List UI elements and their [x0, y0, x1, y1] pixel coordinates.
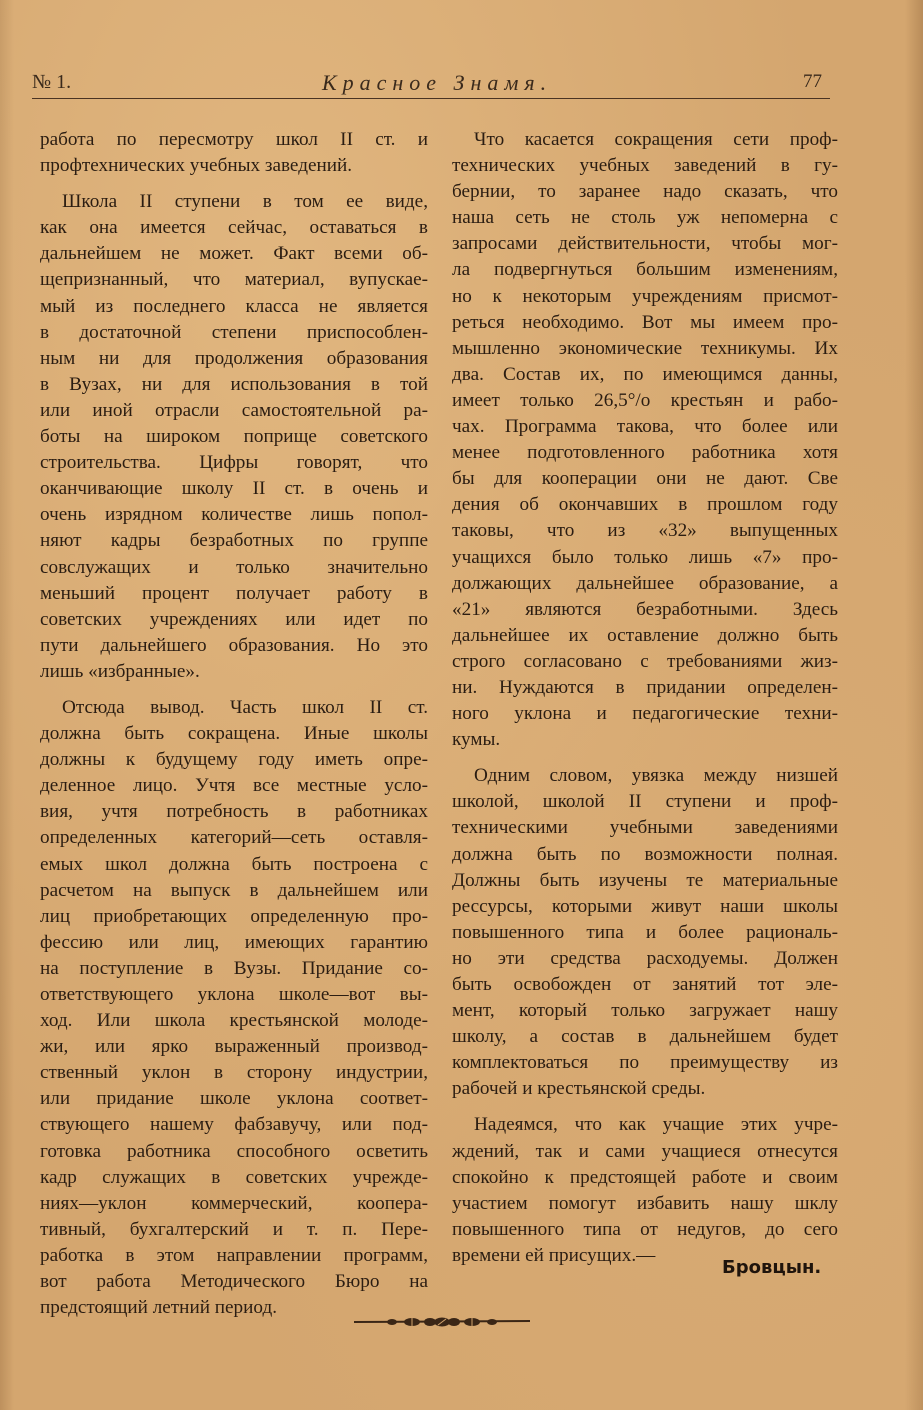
text-line: Что касается сокращения сети проф- [474, 129, 838, 150]
text-line: кадр служащих в советских учрежде- [40, 1166, 428, 1188]
text-line: ход. Или школа крестьянской молоде- [40, 1010, 428, 1032]
text-line: оканчивающие школу II ст. в очень и [40, 478, 428, 500]
text-line: два. Состав их, по имеющимся данны, [452, 363, 838, 385]
text-line: няют кадры безработных по группе [40, 530, 428, 552]
text-line: но к некоторым учреждениям присмот- [452, 285, 838, 307]
text-line: Школа II ступени в том ее виде, [62, 191, 428, 213]
text-line: таковы, что из «32» выпущенных [452, 520, 838, 542]
text-line: совслужащих и только значительно [40, 556, 428, 578]
text-line: мент, который только загружает нашу [452, 1000, 838, 1022]
text-line: менее подготовленного работника хотя [452, 442, 838, 464]
text-line: быть освобожден от занятий тот эле- [452, 974, 838, 995]
text-line: комплектоваться по преимуществу из [452, 1052, 838, 1074]
text-line: ствующего нашему фабзавучу, или под- [40, 1114, 428, 1136]
text-line: лишь «избранные». [40, 660, 200, 682]
text-line: боты на широком поприще советского [40, 426, 428, 448]
text-line: спокойно к предстоящей работе и своим [452, 1166, 838, 1188]
text-line: реться необходимо. Вот мы имеем про- [452, 311, 838, 333]
text-line: дальнейшее их оставление должно быть [452, 624, 838, 646]
text-line: бы для кооперации они не дают. Све [452, 468, 838, 490]
text-line: или иной отрасли самостоятельной ра- [40, 399, 428, 421]
text-line: вот работа Методического Бюро на [40, 1271, 428, 1293]
text-line: щепризнанный, что материал, вупускае- [40, 269, 428, 291]
text-line: ного уклона и педагогические техни- [452, 703, 838, 725]
right-column [452, 127, 838, 1269]
text-line: ниях—уклон коммерческий, коопера- [40, 1192, 428, 1214]
text-line: должна быть сокращена. Иные школы [40, 723, 428, 745]
text-line: запросами действительности, чтобы мог- [452, 233, 838, 255]
paragraph [452, 763, 838, 1102]
text-line: технических учебных заведений в гу- [452, 155, 838, 177]
paragraph [40, 127, 428, 179]
text-line: строго согласовано с требованиями жиз- [452, 650, 838, 672]
text-line: пути дальнейшего образования. Но это [40, 634, 428, 656]
text-line: должны к будущему году иметь опре- [40, 749, 428, 771]
text-line: ни. Нуждаются в придании определен- [452, 676, 838, 698]
text-line: мый из последнего класса не является [40, 295, 428, 317]
text-line: школу, а состав в дальнейшем будет [452, 1026, 838, 1048]
text-line: тивный, бухгалтерский и т. п. Пере- [40, 1218, 428, 1240]
text-line: имеет только 26,5°/о крестьян и рабо- [452, 389, 838, 411]
paragraph-gap [452, 1102, 838, 1112]
text-line: советских учреждениях или идет по [40, 608, 428, 630]
text-line: вия, учтя потребность в работниках [40, 801, 428, 823]
text-line: Отсюда вывод. Часть школ II ст. [62, 696, 428, 718]
text-line: лиц приобретающих определенную про- [40, 905, 428, 927]
text-line: техническими учебными заведениями [452, 817, 838, 839]
page-number: 77 [803, 71, 822, 92]
newspaper-title: Красное Знамя. [322, 70, 553, 95]
text-line: но эти средства расходуемы. Должен [452, 947, 838, 969]
text-line: жи, или ярко выраженный производ- [40, 1036, 428, 1058]
paragraph [40, 189, 428, 685]
paragraph-gap [452, 753, 838, 763]
text-line: ственный уклон в сторону индустрии, [40, 1062, 428, 1084]
text-line: работка в этом направлении программ, [40, 1244, 428, 1266]
text-line: Должны быть изучены те материальные [452, 869, 838, 891]
text-line: расчетом на выпуск в дальнейшем или [40, 879, 428, 901]
text-line: времени ей присущих.— [452, 1244, 656, 1266]
text-line: деленное лицо. Учтя все местные усло- [40, 775, 428, 797]
text-line: наша сеть не столь уж непомерна с [452, 207, 838, 229]
text-line: должна быть по возможности полная. [452, 843, 838, 865]
paragraph-gap [40, 179, 428, 189]
left-column [40, 127, 428, 1321]
text-line: рабочей и крестьянской среды. [452, 1078, 706, 1100]
text-line: Надеямся, что как учащие этих учре- [474, 1114, 838, 1136]
text-line: повышенного типа от недугов, до сего [452, 1218, 838, 1240]
author-signature: Бровцын. [722, 1257, 822, 1278]
text-line: или придание школе уклона соответ- [40, 1088, 428, 1110]
issue-number: № 1. [32, 71, 72, 93]
decorative-rule-ornament-icon [352, 1310, 532, 1334]
text-line: учащихся было только лишь «7» про- [452, 546, 838, 568]
text-line: профтехнических учебных заведений. [40, 155, 353, 177]
text-line: меньший процент получает работу в [40, 582, 428, 604]
text-line: дения об окончавших в прошлом году [452, 494, 838, 516]
text-line: школой, школой II ступени и проф- [452, 791, 838, 813]
paragraph [40, 695, 428, 1321]
text-line: ла подвергнуться большим изменениям, [452, 259, 838, 281]
text-line: как она имеется сейчас, оставаться в [40, 217, 428, 239]
text-line: Одним словом, увязка между низшей [474, 765, 838, 787]
paragraph-gap [40, 685, 428, 695]
text-line: строительства. Цифры говорят, что [40, 452, 428, 474]
text-line: ным ни для продолжения образования [40, 347, 428, 369]
text-line: участием помогут избавить нашу шклу [452, 1192, 838, 1214]
text-line: емых школ должна быть построена с [40, 853, 428, 875]
text-line: бернии, то заранее надо сказать, что [452, 181, 838, 203]
text-line: мышленно экономические техникумы. Их [452, 337, 838, 359]
text-line: ждений, так и сами учащиеся отнесутся [452, 1140, 838, 1162]
page-header [32, 68, 830, 99]
paragraph [452, 127, 838, 753]
text-line: в Вузах, ни для использования в той [40, 373, 428, 395]
text-line: «21» являются безработными. Здесь [452, 598, 838, 620]
text-line: должающих дальнейшее образование, а [452, 572, 838, 594]
text-line: готовка работника способного осветить [40, 1140, 428, 1162]
text-line: определенных категорий—сеть оставля- [40, 827, 428, 849]
text-line: работа по пересмотру школ II ст. и [40, 129, 428, 150]
text-line: кумы. [452, 729, 501, 751]
text-line: в достаточной степени приспособлен- [40, 321, 428, 343]
text-line: рессурсы, которыми живут наши школы [452, 895, 838, 917]
text-line: повышенного типа и более рациональ- [452, 921, 838, 943]
text-line: ответствующего уклона школе—вот вы- [40, 984, 428, 1005]
text-line: чах. Программа такова, что более или [452, 416, 838, 438]
text-line: предстоящий летний период. [40, 1297, 278, 1319]
text-line: фессию или лиц, имеющих гарантию [40, 931, 428, 953]
text-line: на поступление в Вузы. Придание со- [40, 957, 428, 979]
text-line: очень изрядном количестве лишь попол- [40, 504, 428, 526]
paragraph [452, 1112, 838, 1269]
text-line: дальнейшем не может. Факт всеми об- [40, 243, 428, 265]
